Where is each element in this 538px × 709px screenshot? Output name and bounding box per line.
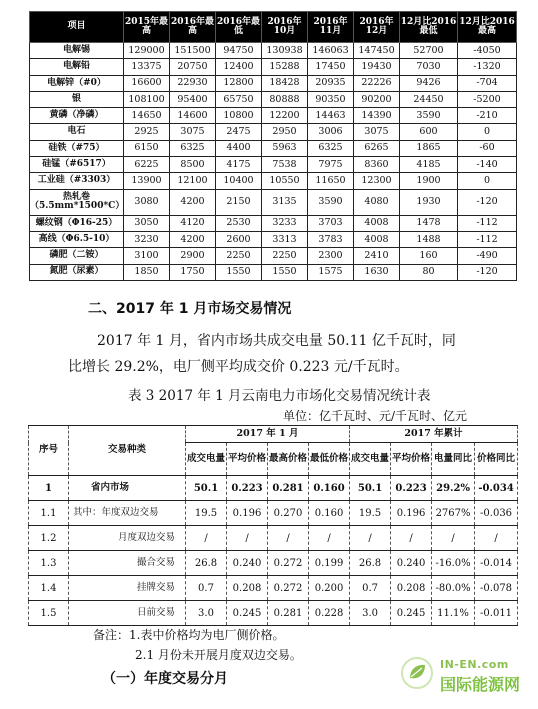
table-row bbox=[29, 576, 518, 601]
price-cell: -210 bbox=[458, 108, 517, 124]
price-cell: 14600 bbox=[170, 108, 216, 124]
price-cell: 4400 bbox=[216, 140, 262, 156]
section-heading: 二、2017 年 1 月市场交易情况 bbox=[88, 301, 292, 317]
price-cell: 3080 bbox=[124, 189, 170, 215]
price-cell: -60 bbox=[458, 140, 517, 156]
price-cell: 22930 bbox=[170, 75, 216, 91]
table-row bbox=[30, 189, 517, 215]
price-cell: 160 bbox=[400, 248, 458, 264]
price-cell: 1488 bbox=[400, 231, 458, 247]
seq-cell: 1.2 bbox=[29, 526, 69, 551]
value-cell: 0.196 bbox=[391, 501, 432, 526]
kind-cell: 月度双边交易 bbox=[69, 526, 186, 551]
subheader-jan-cell: 平均价格 bbox=[227, 443, 268, 476]
item-name-cell: 硅锰（#6517） bbox=[30, 157, 124, 173]
seq-cell: 1.3 bbox=[29, 551, 69, 576]
value-cell: 29.2% bbox=[432, 476, 475, 501]
table-row bbox=[30, 43, 517, 59]
price-cell: 147450 bbox=[354, 43, 400, 59]
value-cell: 0.223 bbox=[227, 476, 268, 501]
price-cell: 12400 bbox=[216, 59, 262, 75]
seq-cell: 1.1 bbox=[29, 501, 69, 526]
table-header-cell: 2016年最低 bbox=[216, 12, 262, 43]
leaf-logo-icon bbox=[400, 656, 434, 690]
price-cell: 4080 bbox=[354, 189, 400, 215]
price-cell: 16600 bbox=[124, 75, 170, 91]
price-cell: 4200 bbox=[170, 231, 216, 247]
value-cell: -0.034 bbox=[475, 476, 518, 501]
price-cell: 12200 bbox=[262, 108, 308, 124]
price-cell: 6150 bbox=[124, 140, 170, 156]
value-cell: 26.8 bbox=[350, 551, 391, 576]
value-cell: 3.0 bbox=[350, 601, 391, 626]
price-cell: 7538 bbox=[262, 157, 308, 173]
price-cell: 24450 bbox=[400, 91, 458, 107]
value-cell: -0.011 bbox=[475, 601, 518, 626]
price-cell: 3006 bbox=[308, 124, 354, 140]
price-cell: 3075 bbox=[170, 124, 216, 140]
price-cell: 1900 bbox=[400, 173, 458, 189]
item-name-cell: 磷肥（二铵） bbox=[30, 248, 124, 264]
price-cell: 14463 bbox=[308, 108, 354, 124]
price-cell: 10800 bbox=[216, 108, 262, 124]
price-cell: 18428 bbox=[262, 75, 308, 91]
table-row bbox=[30, 173, 517, 189]
table-row bbox=[30, 124, 517, 140]
table-header-row bbox=[30, 12, 517, 43]
value-cell: 26.8 bbox=[186, 551, 227, 576]
value-cell: 0.223 bbox=[391, 476, 432, 501]
price-cell: 1930 bbox=[400, 189, 458, 215]
price-cell: 6325 bbox=[308, 140, 354, 156]
value-cell: / bbox=[309, 526, 350, 551]
price-cell: 19430 bbox=[354, 59, 400, 75]
watermark-name: 国际能源网 bbox=[440, 675, 521, 694]
table-header-cell: 12月比2016最低 bbox=[400, 12, 458, 43]
table-row bbox=[29, 501, 518, 526]
price-cell: 3233 bbox=[262, 215, 308, 231]
price-cell: -490 bbox=[458, 248, 517, 264]
price-cell: 7975 bbox=[308, 157, 354, 173]
header-group-cum: 2017 年累计 bbox=[350, 426, 518, 443]
price-cell: 95400 bbox=[170, 91, 216, 107]
price-cell: 22226 bbox=[354, 75, 400, 91]
price-cell: 4175 bbox=[216, 157, 262, 173]
price-cell: -112 bbox=[458, 215, 517, 231]
price-cell: 130938 bbox=[262, 43, 308, 59]
price-cell: 13900 bbox=[124, 173, 170, 189]
price-cell: 146063 bbox=[308, 43, 354, 59]
seq-cell: 1.5 bbox=[29, 601, 69, 626]
value-cell: 0.281 bbox=[268, 601, 309, 626]
value-cell: / bbox=[227, 526, 268, 551]
price-cell: 13375 bbox=[124, 59, 170, 75]
price-cell: 2250 bbox=[216, 248, 262, 264]
value-cell: 0.208 bbox=[391, 576, 432, 601]
value-cell: -0.014 bbox=[475, 551, 518, 576]
price-cell: 1575 bbox=[308, 264, 354, 280]
item-name-cell: 硅铁（#75） bbox=[30, 140, 124, 156]
value-cell: 50.1 bbox=[186, 476, 227, 501]
value-cell: -0.078 bbox=[475, 576, 518, 601]
header-kind: 交易种类 bbox=[69, 426, 186, 476]
value-cell: 0.196 bbox=[227, 501, 268, 526]
value-cell: 0.245 bbox=[391, 601, 432, 626]
price-cell: 6325 bbox=[170, 140, 216, 156]
table-header-cell: 2016年10月 bbox=[262, 12, 308, 43]
table-row bbox=[29, 476, 518, 501]
table-row bbox=[30, 59, 517, 75]
price-cell: 15288 bbox=[262, 59, 308, 75]
item-name-cell: 热轧卷（5.5mm*1500*C） bbox=[30, 189, 124, 215]
price-cell: 7030 bbox=[400, 59, 458, 75]
value-cell: 0.281 bbox=[268, 476, 309, 501]
value-cell: -0.036 bbox=[475, 501, 518, 526]
item-name-cell: 氮肥（尿素） bbox=[30, 264, 124, 280]
value-cell: 0.272 bbox=[268, 576, 309, 601]
price-cell: 1630 bbox=[354, 264, 400, 280]
price-cell: 20750 bbox=[170, 59, 216, 75]
price-cell: 52700 bbox=[400, 43, 458, 59]
price-cell: 151500 bbox=[170, 43, 216, 59]
price-cell: 12300 bbox=[354, 173, 400, 189]
price-cell: 10550 bbox=[262, 173, 308, 189]
table-row bbox=[30, 248, 517, 264]
table-header-cell: 2016年最高 bbox=[170, 12, 216, 43]
price-cell: 10400 bbox=[216, 173, 262, 189]
kind-cell: 挂牌交易 bbox=[69, 576, 186, 601]
price-cell: 90350 bbox=[308, 91, 354, 107]
value-cell: / bbox=[391, 526, 432, 551]
value-cell: 11.1% bbox=[432, 601, 475, 626]
watermark-domain: IN-EN.com bbox=[440, 658, 509, 671]
note-line: 2.1 月份未开展月度双边交易。 bbox=[135, 648, 302, 662]
price-cell: 3313 bbox=[262, 231, 308, 247]
value-cell: 0.7 bbox=[350, 576, 391, 601]
table-header-cell: 2016年11月 bbox=[308, 12, 354, 43]
price-cell: 11650 bbox=[308, 173, 354, 189]
item-name-cell: 螺纹钢（Φ16-25） bbox=[30, 215, 124, 231]
value-cell: 2767% bbox=[432, 501, 475, 526]
value-cell: / bbox=[350, 526, 391, 551]
subheader-jan-cell: 最高价格 bbox=[268, 443, 309, 476]
value-cell: / bbox=[475, 526, 518, 551]
price-cell: 6265 bbox=[354, 140, 400, 156]
price-cell: 600 bbox=[400, 124, 458, 140]
price-cell: 108100 bbox=[124, 91, 170, 107]
price-cell: 80 bbox=[400, 264, 458, 280]
table-header-cell: 2015年最高 bbox=[124, 12, 170, 43]
table-row bbox=[30, 140, 517, 156]
value-cell: / bbox=[186, 526, 227, 551]
seq-cell: 1.4 bbox=[29, 576, 69, 601]
price-cell: 3135 bbox=[262, 189, 308, 215]
price-cell: 2410 bbox=[354, 248, 400, 264]
value-cell: 0.7 bbox=[186, 576, 227, 601]
table-caption: 表 3 2017 年 1 月云南电力市场化交易情况统计表 bbox=[128, 388, 431, 404]
item-name-cell: 电解铅 bbox=[30, 59, 124, 75]
price-cell: -5200 bbox=[458, 91, 517, 107]
price-cell: 2950 bbox=[262, 124, 308, 140]
subheader-cum-cell: 成交电量 bbox=[350, 443, 391, 476]
item-name-cell: 黄磷（净磷） bbox=[30, 108, 124, 124]
table-row bbox=[29, 551, 518, 576]
value-cell: 0.245 bbox=[227, 601, 268, 626]
price-cell: -120 bbox=[458, 189, 517, 215]
price-cell: 3050 bbox=[124, 215, 170, 231]
price-cell: 20935 bbox=[308, 75, 354, 91]
subheader-jan-cell: 成交电量 bbox=[186, 443, 227, 476]
price-cell: 129000 bbox=[124, 43, 170, 59]
value-cell: 0.272 bbox=[268, 551, 309, 576]
price-cell: 0 bbox=[458, 124, 517, 140]
value-cell: 0.160 bbox=[309, 501, 350, 526]
kind-cell: 其中：年度双边交易 bbox=[69, 501, 186, 526]
value-cell: -80.0% bbox=[432, 576, 475, 601]
value-cell: 0.240 bbox=[391, 551, 432, 576]
price-cell: 4200 bbox=[170, 189, 216, 215]
table-row bbox=[30, 231, 517, 247]
value-cell: 19.5 bbox=[350, 501, 391, 526]
item-name-cell: 电解锌（#0） bbox=[30, 75, 124, 91]
value-cell: / bbox=[432, 526, 475, 551]
price-cell: 4008 bbox=[354, 231, 400, 247]
price-cell: 4185 bbox=[400, 157, 458, 173]
watermark-logo bbox=[400, 654, 535, 706]
price-cell: 2900 bbox=[170, 248, 216, 264]
value-cell: 3.0 bbox=[186, 601, 227, 626]
price-cell: 8500 bbox=[170, 157, 216, 173]
value-cell: 0.208 bbox=[227, 576, 268, 601]
item-name-cell: 高线（Φ6.5-10） bbox=[30, 231, 124, 247]
price-cell: 3590 bbox=[400, 108, 458, 124]
price-cell: 12800 bbox=[216, 75, 262, 91]
table-units: 单位：亿千瓦时、元/千瓦时、亿元 bbox=[283, 409, 468, 423]
price-cell: 3230 bbox=[124, 231, 170, 247]
value-cell: 0.228 bbox=[309, 601, 350, 626]
price-cell: 14390 bbox=[354, 108, 400, 124]
paragraph-line: 2017 年 1 月，省内市场共成交电量 50.11 亿千瓦时，同 bbox=[97, 333, 456, 349]
header-group-jan: 2017 年 1 月 bbox=[186, 426, 350, 443]
kind-cell: 撮合交易 bbox=[69, 551, 186, 576]
price-cell: 90200 bbox=[354, 91, 400, 107]
price-cell: 3100 bbox=[124, 248, 170, 264]
price-cell: -4050 bbox=[458, 43, 517, 59]
value-cell: 0.199 bbox=[309, 551, 350, 576]
table-row bbox=[30, 75, 517, 91]
price-cell: 94750 bbox=[216, 43, 262, 59]
table-row bbox=[30, 264, 517, 280]
table-row bbox=[30, 157, 517, 173]
table-row bbox=[30, 91, 517, 107]
subheader-cum-cell: 电量同比 bbox=[432, 443, 475, 476]
item-name-cell: 银 bbox=[30, 91, 124, 107]
price-cell: 1750 bbox=[170, 264, 216, 280]
table-header-cell: 2016年12月 bbox=[354, 12, 400, 43]
price-cell: 0 bbox=[458, 173, 517, 189]
value-cell: 50.1 bbox=[350, 476, 391, 501]
price-cell: -120 bbox=[458, 264, 517, 280]
table-row bbox=[29, 526, 518, 551]
table-row bbox=[29, 601, 518, 626]
table-header-cell: 项目 bbox=[30, 12, 124, 43]
item-name-cell: 电石 bbox=[30, 124, 124, 140]
price-cell: 3590 bbox=[308, 189, 354, 215]
value-cell: / bbox=[268, 526, 309, 551]
price-cell: 17450 bbox=[308, 59, 354, 75]
price-cell: 1550 bbox=[216, 264, 262, 280]
subheader-cum-cell: 平均价格 bbox=[391, 443, 432, 476]
price-cell: -704 bbox=[458, 75, 517, 91]
value-cell: 0.270 bbox=[268, 501, 309, 526]
price-cell: 12100 bbox=[170, 173, 216, 189]
price-cell: 3783 bbox=[308, 231, 354, 247]
price-cell: 4008 bbox=[354, 215, 400, 231]
paragraph-line: 比增长 29.2%，电厂侧平均成交价 0.223 元/千瓦时。 bbox=[68, 359, 409, 375]
price-cell: 65750 bbox=[216, 91, 262, 107]
seq-cell: 1 bbox=[29, 476, 69, 501]
price-cell: -140 bbox=[458, 157, 517, 173]
subheader-jan-cell: 最低价格 bbox=[309, 443, 350, 476]
price-cell: 1478 bbox=[400, 215, 458, 231]
price-cell: 3703 bbox=[308, 215, 354, 231]
item-name-cell: 电解锡 bbox=[30, 43, 124, 59]
price-cell: 1850 bbox=[124, 264, 170, 280]
price-cell: 80888 bbox=[262, 91, 308, 107]
market-trading-table bbox=[28, 425, 518, 626]
item-name-cell: 工业硅（#3303） bbox=[30, 173, 124, 189]
price-cell: 8360 bbox=[354, 157, 400, 173]
price-cell: 4120 bbox=[170, 215, 216, 231]
price-cell: 5963 bbox=[262, 140, 308, 156]
price-cell: -1320 bbox=[458, 59, 517, 75]
price-cell: 2530 bbox=[216, 215, 262, 231]
price-cell: 2250 bbox=[262, 248, 308, 264]
table-row bbox=[30, 215, 517, 231]
header-seq: 序号 bbox=[29, 426, 69, 476]
value-cell: 0.160 bbox=[309, 476, 350, 501]
subheader-cum-cell: 价格同比 bbox=[475, 443, 518, 476]
price-cell: 1865 bbox=[400, 140, 458, 156]
price-cell: 6225 bbox=[124, 157, 170, 173]
commodity-price-table bbox=[29, 11, 517, 281]
kind-cell: 省内市场 bbox=[69, 476, 186, 501]
price-cell: 2600 bbox=[216, 231, 262, 247]
price-cell: 2925 bbox=[124, 124, 170, 140]
table-row bbox=[30, 108, 517, 124]
price-cell: 9426 bbox=[400, 75, 458, 91]
price-cell: 2475 bbox=[216, 124, 262, 140]
price-cell: 2150 bbox=[216, 189, 262, 215]
price-cell: 2300 bbox=[308, 248, 354, 264]
price-cell: 3075 bbox=[354, 124, 400, 140]
table-header-cell: 12月比2016最高 bbox=[458, 12, 517, 43]
value-cell: -16.0% bbox=[432, 551, 475, 576]
price-cell: 1550 bbox=[262, 264, 308, 280]
value-cell: 19.5 bbox=[186, 501, 227, 526]
note-line: 备注：1.表中价格均为电厂侧价格。 bbox=[93, 628, 285, 642]
kind-cell: 日前交易 bbox=[69, 601, 186, 626]
value-cell: 0.200 bbox=[309, 576, 350, 601]
subsection-heading: （一）年度交易分月 bbox=[102, 671, 228, 687]
price-cell: 14650 bbox=[124, 108, 170, 124]
price-cell: -112 bbox=[458, 231, 517, 247]
value-cell: 0.240 bbox=[227, 551, 268, 576]
